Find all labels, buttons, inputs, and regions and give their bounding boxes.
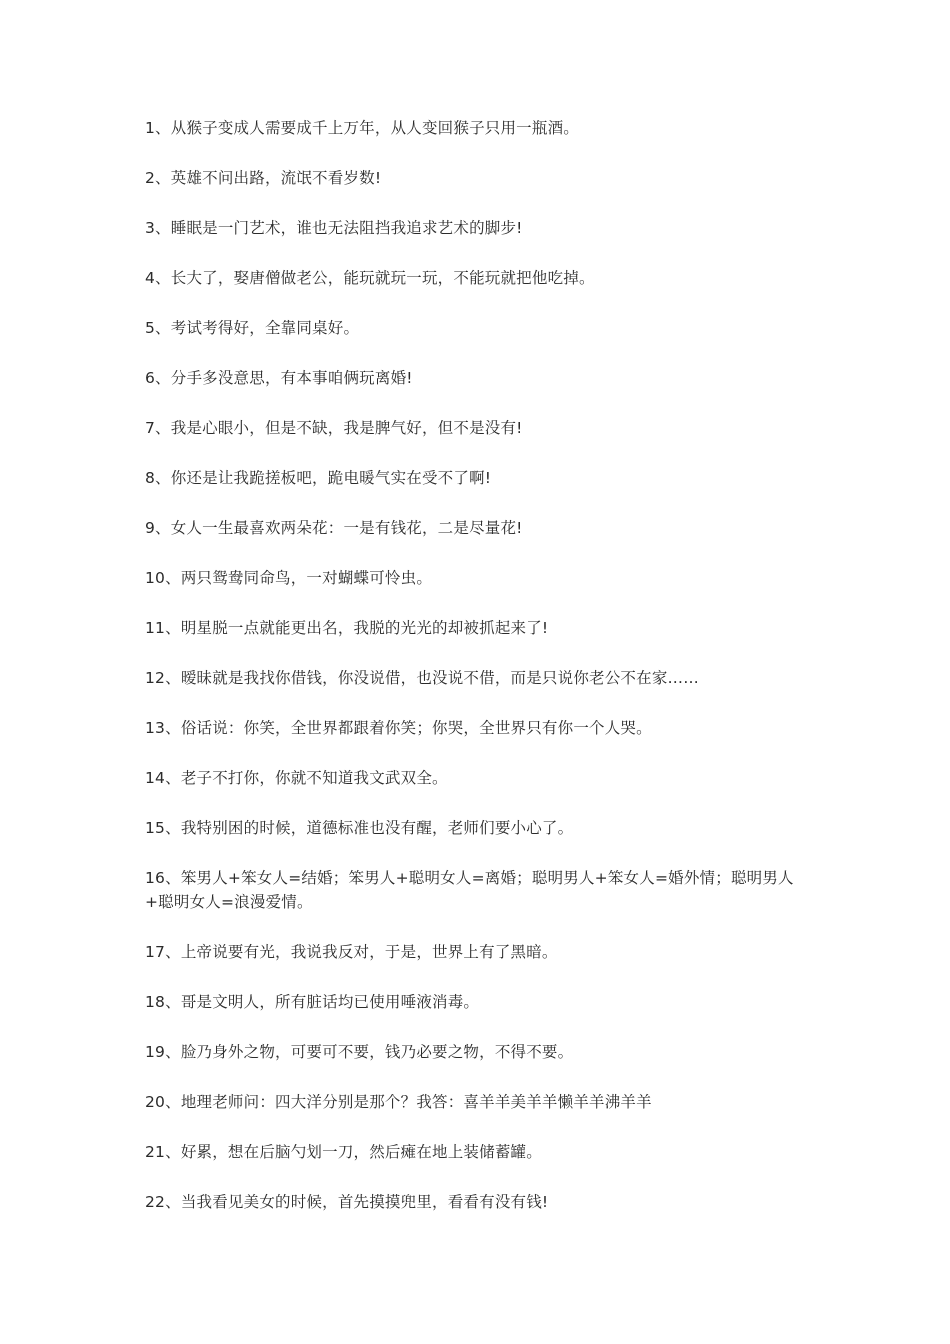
list-item: 6、分手多没意思，有本事咱俩玩离婚!: [145, 369, 413, 387]
joke-list: [145, 116, 795, 1240]
list-item: 5、考试考得好，全靠同桌好。: [145, 319, 360, 337]
list-item: 11、明星脱一点就能更出名，我脱的光光的却被抓起来了!: [145, 619, 549, 637]
list-item: 22、当我看见美女的时候，首先摸摸兜里，看看有没有钱!: [145, 1193, 549, 1211]
list-item: 3、睡眠是一门艺术，谁也无法阻挡我追求艺术的脚步!: [145, 219, 523, 237]
list-item: 21、好累，想在后脑勺划一刀，然后瘫在地上装储蓄罐。: [145, 1143, 542, 1161]
list-item: 17、上帝说要有光，我说我反对，于是，世界上有了黑暗。: [145, 943, 558, 961]
list-item: 1、从猴子变成人需要成千上万年，从人变回猴子只用一瓶酒。: [145, 119, 579, 137]
list-item: 18、哥是文明人，所有脏话均已使用唾液消毒。: [145, 993, 480, 1011]
list-item: 20、地理老师问：四大洋分别是那个？我答：喜羊羊美羊羊懒羊羊沸羊羊: [145, 1093, 652, 1111]
list-item: 19、脸乃身外之物，可要可不要，钱乃必要之物，不得不要。: [145, 1043, 574, 1061]
list-item: 12、暧昧就是我找你借钱，你没说借，也没说不借，而是只说你老公不在家……: [145, 669, 699, 687]
list-item: 7、我是心眼小，但是不缺，我是脾气好，但不是没有!: [145, 419, 523, 437]
list-item: 13、俗话说：你笑，全世界都跟着你笑；你哭，全世界只有你一个人哭。: [145, 719, 652, 737]
list-item: 10、两只鸳鸯同命鸟，一对蝴蝶可怜虫。: [145, 569, 433, 587]
list-item: 2、英雄不问出路，流氓不看岁数!: [145, 169, 382, 187]
list-item: 15、我特别困的时候，道德标准也没有醒，老师们要小心了。: [145, 819, 574, 837]
list-item: 4、长大了，娶唐僧做老公，能玩就玩一玩，不能玩就把他吃掉。: [145, 269, 595, 287]
list-item: 14、老子不打你，你就不知道我文武双全。: [145, 769, 448, 787]
list-item: 16、笨男人+笨女人=结婚；笨男人+聪明女人=离婚；聪明男人+笨女人=婚外情；聪明男人+聪明女人=浪漫爱情。: [145, 869, 794, 911]
list-item: 9、女人一生最喜欢两朵花：一是有钱花，二是尽量花!: [145, 519, 523, 537]
list-item: 8、你还是让我跪搓板吧，跪电暖气实在受不了啊!: [145, 469, 492, 487]
